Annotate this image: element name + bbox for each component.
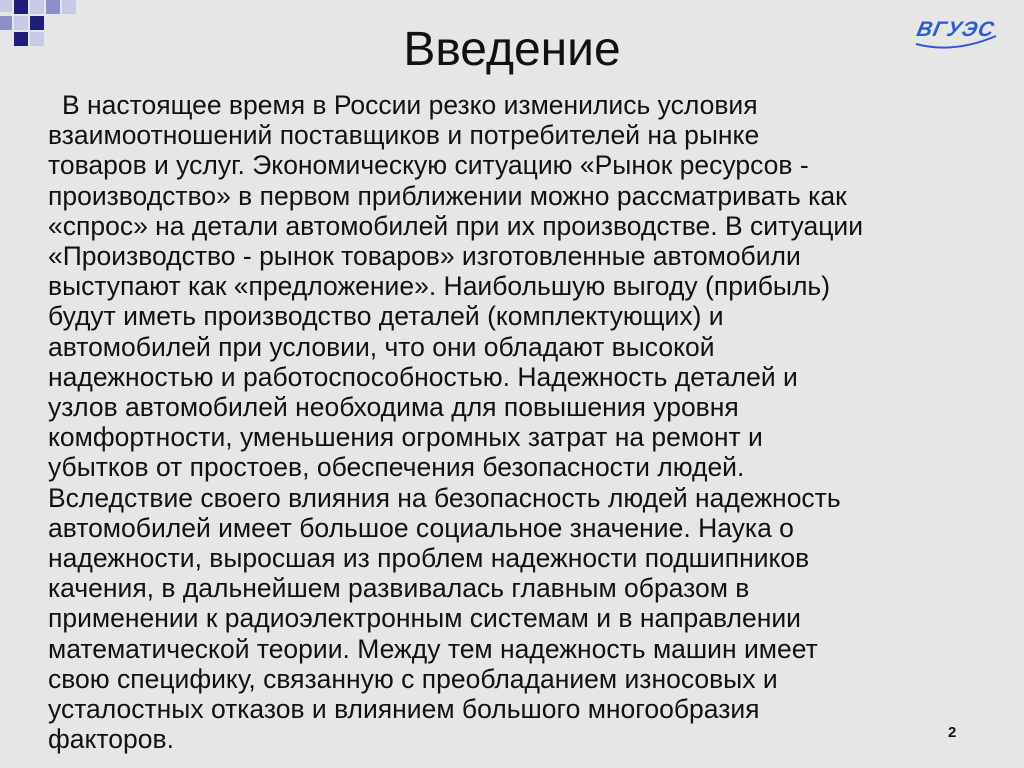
body-line: комфортности, уменьшения огромных затрат на ремонт и: [48, 422, 763, 453]
body-line: надежности, выросшая из проблем надежности подшипников: [48, 543, 810, 574]
body-line: взаимоотношений поставщиков и потребителей на рынке: [48, 120, 760, 151]
deco-square-2: [14, 0, 28, 14]
deco-square-3: [30, 0, 44, 14]
body-line: качения, в дальнейшем развивалась главным образом в: [48, 573, 750, 604]
body-line: усталостных отказов и влиянием большого многообразия: [48, 694, 760, 725]
deco-square-5: [62, 0, 76, 14]
vguies-logo-text: ВГУЭС: [914, 18, 997, 41]
body-line: свою специфику, связанную с преобладанием износовых и: [48, 663, 778, 694]
body-line: Вследствие своего влияния на безопасность людей надежность: [48, 482, 841, 513]
body-line: факторов.: [48, 724, 174, 755]
deco-square-1: [0, 0, 12, 12]
body-line: автомобилей имеет большое социальное значение. Наука о: [48, 512, 794, 543]
slide-body: [48, 90, 988, 754]
body-line: производство» в первом приближении можно рассматривать как: [48, 180, 847, 211]
body-line: выступают как «предложение». Наибольшую выгоду (прибыль): [48, 271, 831, 302]
body-line: товаров и услуг. Экономическую ситуацию «Рынок ресурсов -: [48, 150, 809, 181]
body-line: В настоящее время в России резко изменились условия: [62, 90, 758, 120]
body-line: узлов автомобилей необходима для повышения уровня: [48, 392, 739, 423]
body-line: «Производство - рынок товаров» изготовленные автомобили: [48, 241, 801, 272]
slide-title: Введение: [403, 23, 621, 76]
body-line: будут иметь производство деталей (комплектующих) и: [48, 301, 724, 332]
body-line: убытков от простоев, обеспечения безопасности людей.: [48, 452, 745, 483]
page-number: 2: [948, 724, 957, 741]
body-line: применении к радиоэлектронным системам и в направлении: [48, 603, 801, 634]
deco-square-4: [46, 0, 60, 14]
body-line: надежностью и работоспособностью. Надежность деталей и: [48, 361, 798, 392]
body-line: «спрос» на детали автомобилей при их производстве. В ситуации: [48, 210, 864, 241]
body-line: автомобилей при условии, что они обладают высокой: [48, 331, 715, 362]
body-line: математической теории. Между тем надежность машин имеет: [48, 633, 818, 664]
